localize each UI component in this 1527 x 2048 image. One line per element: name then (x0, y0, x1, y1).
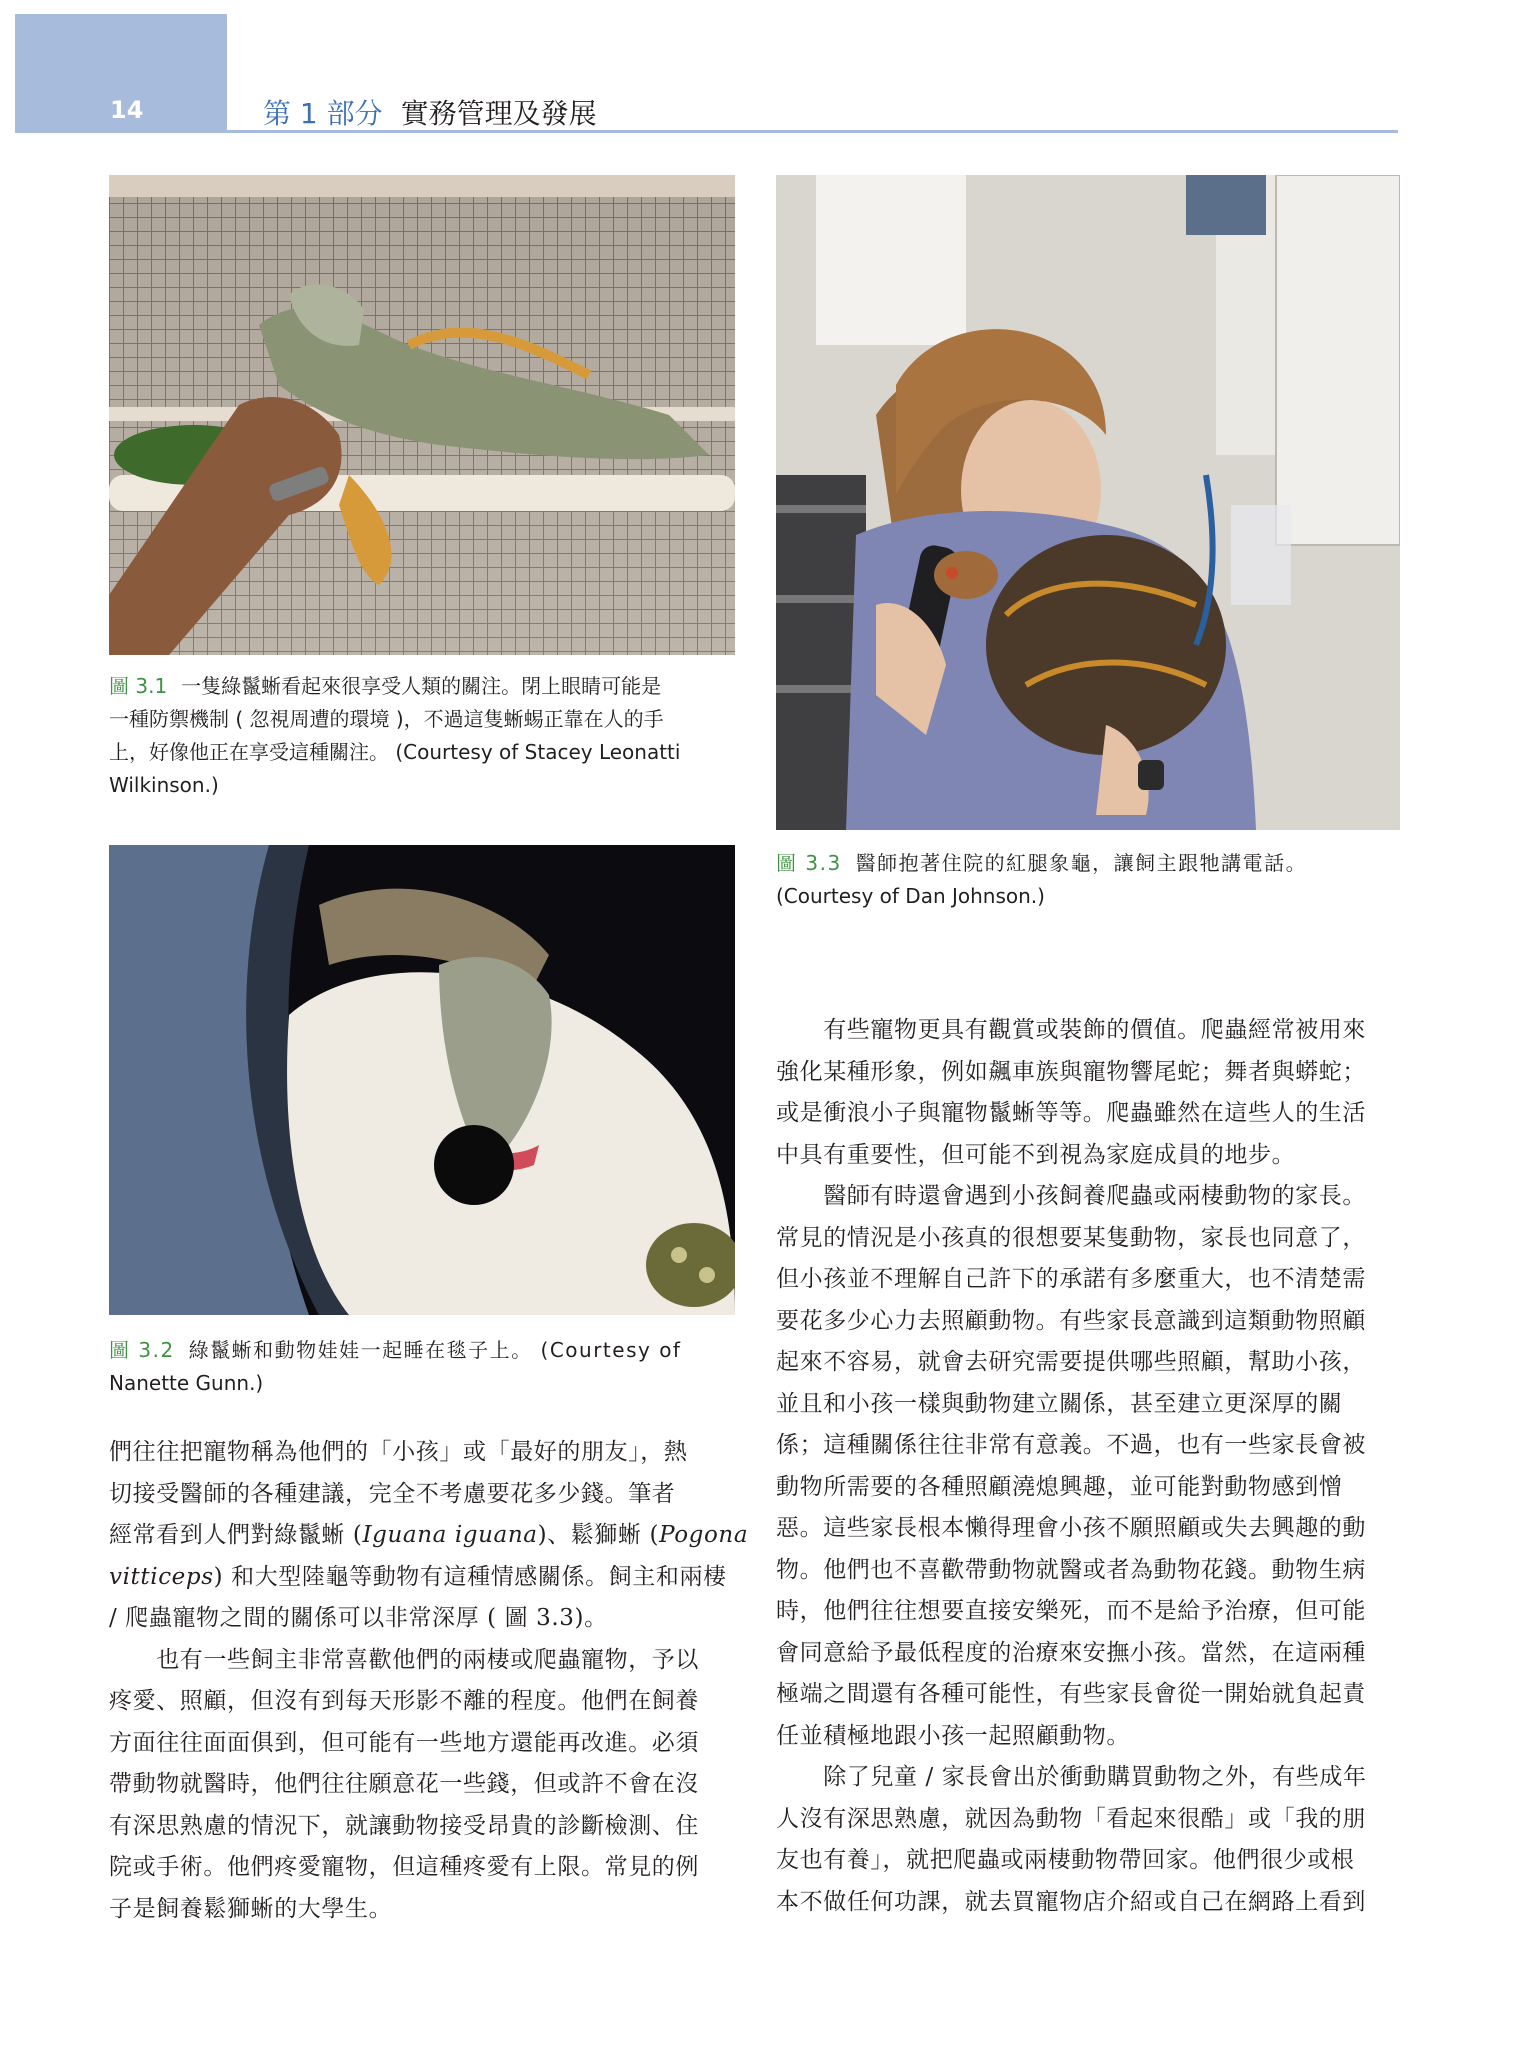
species-name: Pogona (659, 1522, 749, 1548)
text-line: 切接受醫師的各種建議，完全不考慮要花多少錢。筆者 (109, 1480, 676, 1507)
caption-line: 醫師抱著住院的紅腿象龜，讓飼主跟牠講電話。 (855, 851, 1308, 875)
text-line: 除了兒童 / 家長會出於衝動購買動物之外，有些成年 (776, 1764, 1367, 1790)
part-label: 第 1 部分 (263, 97, 383, 130)
vet-tortoise-illustration (776, 175, 1400, 830)
text-line (109, 1515, 749, 1557)
text-line: 中具有重要性，但可能不到視為家庭成員的地步。 (776, 1141, 1296, 1168)
text-line: 強化某種形象，例如飆車族與寵物響尾蛇；舞者與蟒蛇； (776, 1058, 1366, 1085)
text-line: 但小孩並不理解自己許下的承諾有多麼重大，也不清楚需 (776, 1266, 1366, 1292)
text-line: 院或手術。他們疼愛寵物，但這種疼愛有上限。常見的例 (109, 1854, 699, 1880)
header-rule (15, 130, 1398, 133)
text-span: 經常看到人們對綠鬣蜥 ( (109, 1522, 363, 1548)
text-span: )、鬆獅蜥 ( (537, 1522, 660, 1548)
figure-3-3-label: 圖 3.3 (776, 851, 842, 875)
text-line: 們往往把寵物稱為他們的「小孩」或「最好的朋友」，熱 (109, 1439, 688, 1465)
text-line: 起來不容易，就會去研究需要提供哪些照顧，幫助小孩， (776, 1349, 1366, 1375)
text-line: 有些寵物更具有觀賞或裝飾的價值。爬蟲經常被用來 (776, 1017, 1366, 1043)
figure-3-2-caption (109, 1334, 735, 1400)
text-line: 醫師有時還會遇到小孩飼養爬蟲或兩棲動物的家長。 (776, 1183, 1366, 1209)
species-name: Iguana iguana (362, 1522, 538, 1548)
text-line: 友也有養」，就把爬蟲或兩棲動物帶回家。他們很少或根 (776, 1847, 1355, 1873)
text-line: 要花多少心力去照顧動物。有些家長意識到這類動物照顧 (776, 1307, 1366, 1334)
figure-3-2-label: 圖 3.2 (109, 1338, 175, 1362)
caption-line: Wilkinson.) (109, 773, 219, 797)
species-name: vitticeps (109, 1563, 214, 1590)
running-header (263, 92, 597, 132)
photo-vet-with-tortoise (776, 175, 1400, 830)
caption-line: 一種防禦機制 ( 忽視周遭的環境 )，不過這隻蜥蜴正靠在人的手 (109, 707, 664, 731)
text-line: 並且和小孩一樣與動物建立關係，甚至建立更深厚的關 (776, 1390, 1343, 1417)
photo-iguana-on-hand (109, 175, 735, 655)
left-column-text (109, 1432, 749, 1930)
figure-3-1-caption (109, 670, 735, 802)
text-line: 子是飼養鬆獅蜥的大學生。 (109, 1895, 393, 1922)
text-line: 疼愛、照顧，但沒有到每天形影不離的程度。他們在飼養 (109, 1688, 699, 1714)
caption-line: 綠鬣蜥和動物娃娃一起睡在毯子上。 (Courtesy of (188, 1338, 682, 1362)
text-line: 人沒有深思熟慮，就因為動物「看起來很酷」或「我的朋 (776, 1805, 1366, 1832)
figure-3-3-caption (776, 847, 1400, 913)
caption-line: 一隻綠鬣蜥看起來很享受人類的關注。閉上眼睛可能是 (181, 674, 662, 698)
text-line: 物。他們也不喜歡帶動物就醫或者為動物花錢。動物生病 (776, 1556, 1366, 1583)
text-line: 時，他們往往想要直接安樂死，而不是給予治療，但可能 (776, 1598, 1366, 1624)
text-line: 本不做任何功課，就去買寵物店介紹或自己在網路上看到 (776, 1888, 1366, 1915)
text-line: 惡。這些家長根本懶得理會小孩不願照顧或失去興趣的動 (776, 1515, 1366, 1541)
caption-line: (Courtesy of Dan Johnson.) (776, 884, 1045, 908)
page-number: 14 (110, 96, 144, 124)
text-line: 有深思熟慮的情況下，就讓動物接受昂貴的診斷檢測、住 (109, 1812, 699, 1839)
text-line: 會同意給予最低程度的治療來安撫小孩。當然，在這兩種 (776, 1639, 1366, 1666)
text-line: 極端之間還有各種可能性，有些家長會從一開始就負起責 (776, 1681, 1366, 1707)
caption-line: 上，好像他正在享受這種關注。 (Courtesy of Stacey Leonatti (109, 740, 681, 764)
text-line: 帶動物就醫時，他們往往願意花一些錢，但或許不會在沒 (109, 1771, 699, 1797)
text-line: 方面往往面面俱到，但可能有一些地方還能再改進。必須 (109, 1729, 699, 1756)
text-line: / 爬蟲寵物之間的關係可以非常深厚 ( 圖 3.3)。 (109, 1605, 608, 1631)
right-column-text (776, 1010, 1400, 1923)
text-line (109, 1557, 735, 1599)
caption-line: Nanette Gunn.) (109, 1371, 264, 1395)
iguana-hand-illustration (109, 175, 735, 655)
text-line: 動物所需要的各種照顧澆熄興趣，並可能對動物感到憎 (776, 1473, 1343, 1500)
text-line: 或是衝浪小子與寵物鬣蜥等等。爬蟲雖然在這些人的生活 (776, 1100, 1366, 1126)
text-line: 也有一些飼主非常喜歡他們的兩棲或爬蟲寵物，予以 (109, 1646, 699, 1673)
iguana-plush-illustration (109, 845, 735, 1315)
text-line: 任並積極地跟小孩一起照顧動物。 (776, 1722, 1130, 1749)
section-title: 實務管理及發展 (400, 97, 597, 130)
figure-3-1-label: 圖 3.1 (109, 674, 168, 698)
photo-iguana-with-plush (109, 845, 735, 1315)
text-line: 常見的情況是小孩真的很想要某隻動物，家長也同意了， (776, 1224, 1366, 1251)
text-line: 係；這種關係往往非常有意義。不過，也有一些家長會被 (776, 1432, 1366, 1458)
text-span: ) 和大型陸龜等動物有這種情感關係。飼主和兩棲 (213, 1563, 727, 1590)
